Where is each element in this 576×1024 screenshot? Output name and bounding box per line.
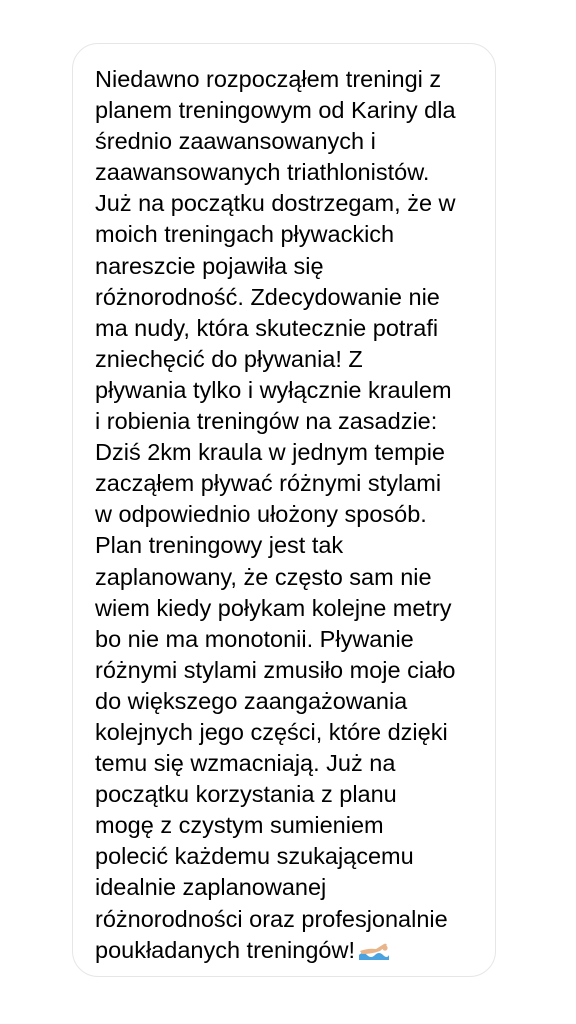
message-line-text: Już na początku dostrzegam, że w — [95, 190, 456, 217]
message-line — [95, 468, 487, 499]
message-line — [95, 717, 487, 748]
message-line-text: kolejnych jego części, które dzięki — [95, 718, 448, 745]
message-line — [95, 748, 487, 779]
message-line-text: temu się wzmacniają. Już na — [95, 750, 396, 777]
message-line — [95, 188, 487, 219]
message-line — [95, 499, 487, 530]
message-line — [95, 841, 487, 872]
message-line-text: początku korzystania z planu — [95, 781, 397, 808]
message-line-text: ma nudy, która skutecznie potrafi — [95, 314, 439, 341]
message-line — [95, 935, 487, 966]
message-line-text: mogę z czystym sumieniem — [95, 812, 384, 839]
message-line — [95, 593, 487, 624]
message-line-text: do większego zaangażowania — [95, 687, 408, 714]
message-line — [95, 779, 487, 810]
message-line-text: zacząłem pływać różnymi stylami — [95, 470, 442, 497]
message-bubble[interactable] — [72, 43, 496, 977]
message-line — [95, 126, 487, 157]
message-line — [95, 375, 487, 406]
message-line — [95, 313, 487, 344]
message-line — [95, 251, 487, 282]
message-line-text: różnorodność. Zdecydowanie nie — [95, 283, 440, 310]
message-line-text: zaplanowany, że często sam nie — [95, 563, 432, 590]
message-line — [95, 437, 487, 468]
swimmer-emoji — [357, 937, 391, 957]
message-line — [95, 562, 487, 593]
message-line-text: planem treningowym od Kariny dla — [95, 97, 456, 124]
message-line-text: poukładanych treningów! — [95, 936, 355, 963]
message-line — [95, 530, 487, 561]
message-line-text: średnio zaawansowanych i — [95, 128, 376, 155]
message-line-text: zaawansowanych triathlonistów. — [95, 159, 430, 186]
message-line-text: nareszcie pojawiła się — [95, 252, 324, 279]
message-text — [95, 64, 487, 966]
message-line-text: polecić każdemu szukającemu — [95, 843, 414, 870]
message-line — [95, 624, 487, 655]
message-line — [95, 810, 487, 841]
message-line-text: różnymi stylami zmusiło moje ciało — [95, 656, 456, 683]
message-line — [95, 406, 487, 437]
message-line-text: w odpowiednio ułożony sposób. — [95, 501, 427, 528]
message-line — [95, 344, 487, 375]
message-line-text: Plan treningowy jest tak — [95, 532, 344, 559]
message-line — [95, 64, 487, 95]
message-line-text: Dziś 2km kraula w jednym tempie — [95, 439, 445, 466]
message-line — [95, 282, 487, 313]
message-line-text: idealnie zaplanowanej — [95, 874, 327, 901]
message-line — [95, 95, 487, 126]
message-line-text: i robienia treningów na zasadzie: — [95, 408, 438, 435]
message-line-text: zniechęcić do pływania! Z — [95, 345, 363, 372]
message-line — [95, 872, 487, 903]
message-line-text: Niedawno rozpocząłem treningi z — [95, 66, 442, 92]
message-line-text: wiem kiedy połykam kolejne metry — [95, 594, 452, 621]
message-line — [95, 157, 487, 188]
message-line — [95, 219, 487, 250]
message-line-text: pływania tylko i wyłącznie kraulem — [95, 376, 452, 403]
message-line — [95, 686, 487, 717]
message-line-text: moich treningach pływackich — [95, 221, 395, 248]
message-line-text: różnorodności oraz profesjonalnie — [95, 905, 448, 932]
message-line — [95, 655, 487, 686]
message-line — [95, 904, 487, 935]
message-line-text: bo nie ma monotonii. Pływanie — [95, 625, 414, 652]
